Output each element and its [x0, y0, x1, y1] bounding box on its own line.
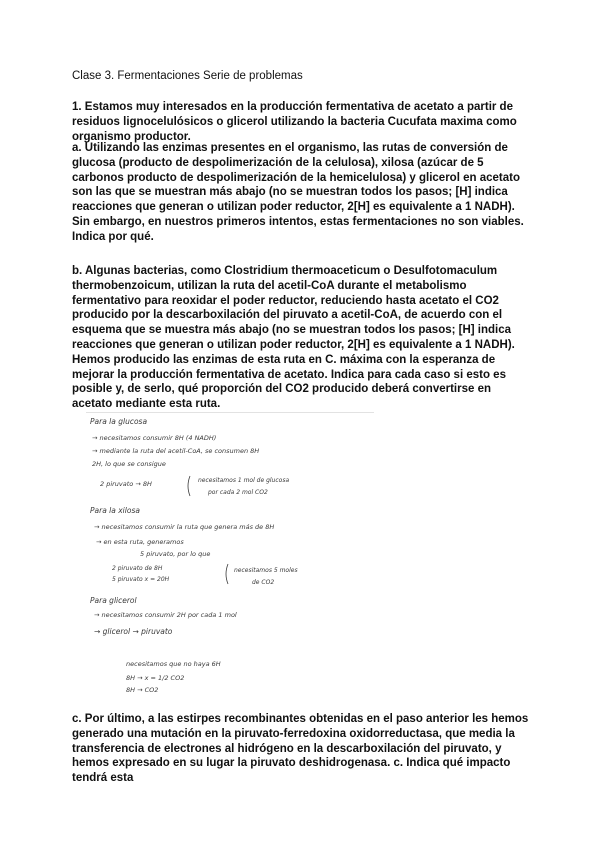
handwritten-notes-drawing [86, 410, 374, 696]
hw-line-16: Para glicerol [90, 596, 137, 605]
hw-line-17: → necesitamos consumir 2H por cada 1 mol [94, 611, 237, 619]
hw-line-09: → necesitamos consumir la ruta que genera más de 8H [94, 523, 275, 531]
hw-line-06: necesitamos 1 mol de glucosa [198, 477, 290, 484]
hw-brace-2 [226, 564, 228, 584]
hw-line-02: → necesitamos consumir 8H (4 NADH) [92, 434, 217, 442]
hw-line-08: Para la xilosa [90, 506, 140, 515]
hw-brace-1 [188, 476, 190, 496]
question-1-intro: 1. Estamos muy interesados en la producción fermentativa de acetato a partir de residuos lignocelulósicos o glicerol utilizando la bacteria Cucufata maxima como organismo productor. [72, 101, 517, 143]
hw-line-13: 5 piruvato x = 20H [112, 576, 170, 583]
handwritten-notes-image [86, 410, 374, 696]
hw-line-10: → en esta ruta, generamos [96, 538, 184, 546]
hw-line-05: 2 piruvato → 8H [100, 480, 152, 488]
hw-line-20: 8H → x = 1/2 CO2 [126, 674, 185, 682]
question-1-part-a: a. Utilizando las enzimas presentes en el organismo, las rutas de conversión de glucosa (producto de despolimerización de la celulosa), xilosa (azúcar de 5 carbonos producto de despolimerización de la hemicelulosa) y glicerol en acetato son las que se muestran más abajo (no se muestran todos los pasos; [H] indica reacciones que generan o utilizan poder reductor, 2[H] es equivalente a 1 NADH). Sin embargo, en nuestros primeros intentos, estas fermentaciones no son viables. Indica por qué. [72, 142, 524, 243]
document-title: Clase 3. Fermentaciones Serie de problemas [72, 70, 303, 82]
hw-line-19: necesitamos que no haya 6H [126, 660, 221, 668]
hw-line-01: Para la glucosa [90, 417, 148, 426]
hw-line-11: 5 piruvato, por lo que [140, 550, 211, 558]
hw-line-07: por cada 2 mol CO2 [208, 489, 268, 496]
hw-line-04: 2H, lo que se consigue [92, 460, 166, 468]
hw-line-03: → mediante la ruta del acetil-CoA, se consumen 8H [92, 447, 260, 455]
hw-line-12: 2 piruvato de 8H [112, 565, 163, 572]
question-1-part-b: b. Algunas bacterias, como Clostridium thermoaceticum o Desulfotomaculum thermobenzoicum, utilizan la ruta del acetil-CoA durante el metabolismo fermentativo para reoxidar el poder reductor, reduciendo hasta acetato el CO2 producido por la descarboxilación del piruvato a acetil-CoA, de acuerdo con el esquema que se muestra más abajo (no se muestran todos los pasos; [H] indica reacciones que generan o utilizan poder reductor, 2[H] es equivalente a 1 NADH). Hemos producido las enzimas de esta ruta en C. máxima con la esperanza de mejorar la producción fermentativa de acetato. Indica para cada caso si esto es posible y, de serlo, qué proporción del CO2 producido deberá convertirse en acetato mediante esta ruta. [72, 265, 515, 411]
hw-line-21: 8H → CO2 [126, 686, 159, 694]
hw-line-14: necesitamos 5 moles [234, 567, 298, 574]
hw-line-15: de CO2 [252, 579, 275, 586]
question-1-part-c: c. Por último, a las estirpes recombinantes obtenidas en el paso anterior les hemos generado una mutación en la piruvato-ferredoxina oxidorreductasa, que media la transferencia de electrones al hidrógeno en la descarboxilación del piruvato, y hemos expresado en su lugar la piruvato deshidrogenasa. c. Indica qué impacto tendrá esta [72, 713, 529, 785]
hw-line-18: → glicerol → piruvato [94, 627, 173, 636]
